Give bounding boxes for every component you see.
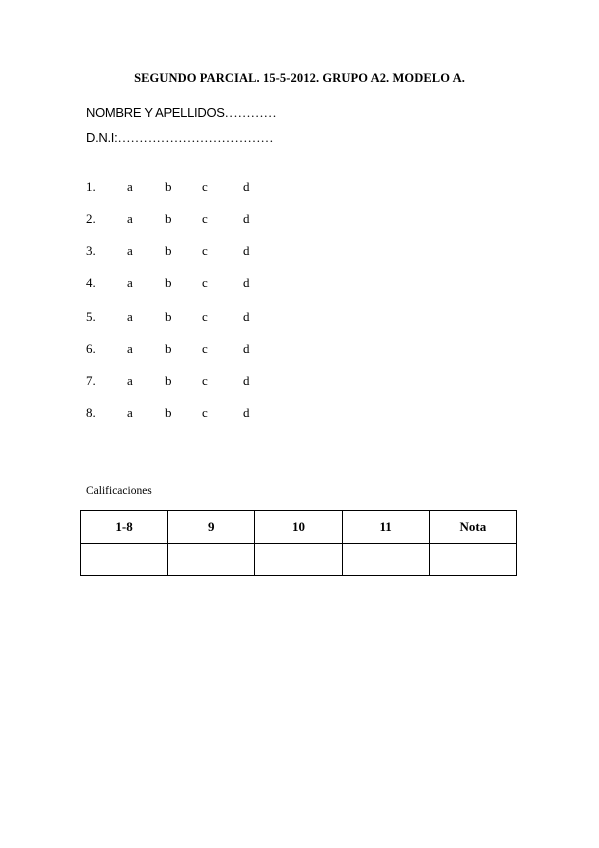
option-d[interactable]: d xyxy=(243,243,250,258)
option-c[interactable]: c xyxy=(202,405,208,420)
option-b[interactable]: b xyxy=(165,211,172,226)
option-a[interactable]: a xyxy=(127,373,133,388)
option-d[interactable]: d xyxy=(243,275,250,290)
option-a[interactable]: a xyxy=(127,211,133,226)
option-b[interactable]: b xyxy=(165,309,172,324)
option-a[interactable]: a xyxy=(127,405,133,420)
name-label: NOMBRE Y APELLIDOS xyxy=(86,105,225,120)
option-c[interactable]: c xyxy=(202,179,208,194)
grades-value-cell[interactable] xyxy=(429,544,516,576)
grades-label: Calificaciones xyxy=(86,485,152,497)
grades-header-cell: 9 xyxy=(168,511,255,544)
option-c[interactable]: c xyxy=(202,309,208,324)
question-number: 7. xyxy=(86,373,96,388)
name-field[interactable] xyxy=(86,105,277,121)
option-b[interactable]: b xyxy=(165,179,172,194)
option-d[interactable]: d xyxy=(243,309,250,324)
option-b[interactable]: b xyxy=(165,243,172,258)
option-b[interactable]: b xyxy=(165,275,172,290)
question-number: 3. xyxy=(86,243,96,258)
dni-field[interactable] xyxy=(86,130,273,146)
grades-header-cell: 1-8 xyxy=(81,511,168,544)
grades-header-cell: 10 xyxy=(255,511,342,544)
grades-table xyxy=(80,510,517,576)
option-b[interactable]: b xyxy=(165,405,172,420)
grades-value-cell[interactable] xyxy=(255,544,342,576)
question-number: 5. xyxy=(86,309,96,324)
option-d[interactable]: d xyxy=(243,211,250,226)
option-a[interactable]: a xyxy=(127,275,133,290)
question-number: 2. xyxy=(86,211,96,226)
grades-header-cell: 11 xyxy=(342,511,429,544)
option-a[interactable]: a xyxy=(127,179,133,194)
option-b[interactable]: b xyxy=(165,341,172,356)
option-c[interactable]: c xyxy=(202,211,208,226)
grades-value-cell[interactable] xyxy=(81,544,168,576)
question-number: 1. xyxy=(86,179,96,194)
option-d[interactable]: d xyxy=(243,373,250,388)
option-a[interactable]: a xyxy=(127,309,133,324)
option-c[interactable]: c xyxy=(202,341,208,356)
name-dots: ………… xyxy=(224,105,277,120)
exam-title: SEGUNDO PARCIAL. 15-5-2012. GRUPO A2. MODELO A. xyxy=(134,71,465,85)
grades-header-row xyxy=(81,511,517,544)
option-b[interactable]: b xyxy=(165,373,172,388)
option-a[interactable]: a xyxy=(127,243,133,258)
grades-value-cell[interactable] xyxy=(168,544,255,576)
option-c[interactable]: c xyxy=(202,243,208,258)
grades-header-cell: Nota xyxy=(429,511,516,544)
option-d[interactable]: d xyxy=(243,405,250,420)
option-d[interactable]: d xyxy=(243,341,250,356)
option-c[interactable]: c xyxy=(202,275,208,290)
option-a[interactable]: a xyxy=(127,341,133,356)
question-number: 8. xyxy=(86,405,96,420)
question-number: 6. xyxy=(86,341,96,356)
dni-dots: ……………………………… xyxy=(117,130,274,145)
grades-value-cell[interactable] xyxy=(342,544,429,576)
question-number: 4. xyxy=(86,275,96,290)
option-c[interactable]: c xyxy=(202,373,208,388)
option-d[interactable]: d xyxy=(243,179,250,194)
grades-value-row xyxy=(81,544,517,576)
dni-label: D.N.I: xyxy=(86,130,118,145)
